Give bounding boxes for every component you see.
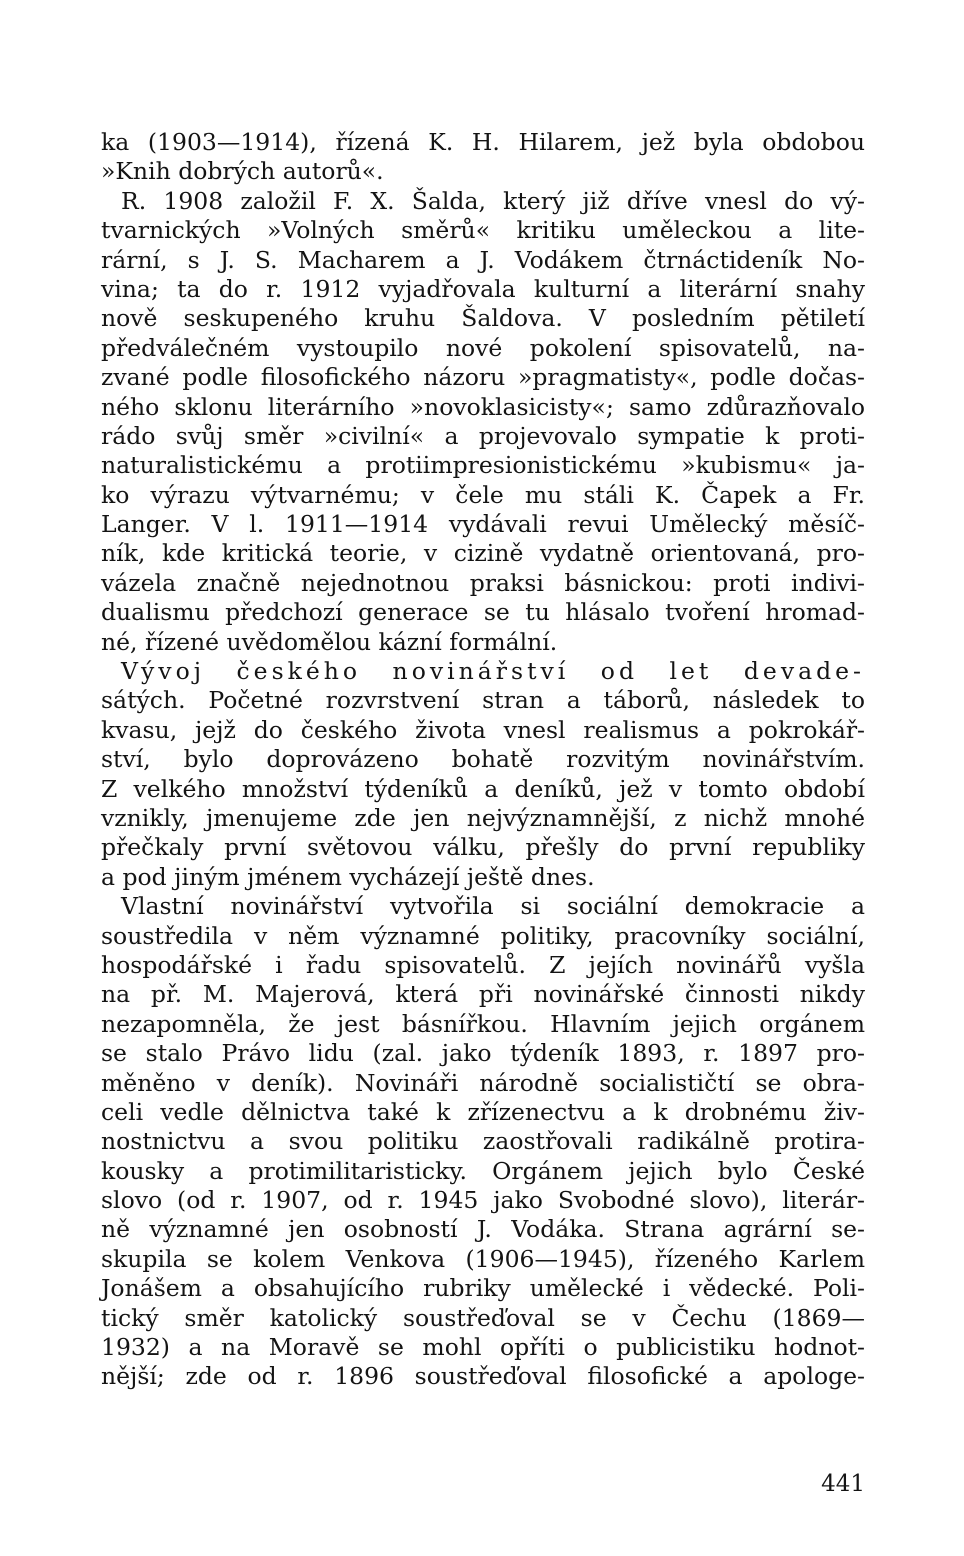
text-line: R. 1908 založil F. X. Šalda, který již dříve vnesl do vý- <box>121 186 865 215</box>
text-line: tvarnických »Volných směrů« kritiku uměleckou a lite- <box>101 216 865 245</box>
text-line: Vlastní novinářství vytvořila si sociální demokracie a <box>121 892 865 921</box>
body-text <box>101 128 865 1392</box>
text-line: ka (1903—1914), řízená K. H. Hilarem, jež byla obdobou <box>101 128 865 156</box>
text-line: se stalo Právo lidu (zal. jako týdeník 1893, r. 1897 pro- <box>101 1039 865 1068</box>
text-line: vznikly, jmenujeme zde jen nejvýznamnější, z nichž mnohé <box>101 803 865 832</box>
text-line: a pod jiným jménem vycházejí ještě dnes. <box>101 862 595 891</box>
text-line: ko výrazu výtvarnému; v čele mu stáli K. Čapek a Fr. <box>101 480 865 509</box>
text-line: ství, bylo doprovázeno bohatě rozvitým novinářstvím. <box>101 745 865 774</box>
text-line: »Knih dobrých autorů«. <box>101 157 384 186</box>
text-line: Langer. V l. 1911—1914 vydávali revui Umělecký měsíč- <box>101 510 865 539</box>
section-heading-line: Vývoj českého novinářství od let devade- <box>121 657 865 686</box>
text-line: tický směr katolický soustřeďoval se v Čechu (1869— <box>101 1303 865 1332</box>
text-line: rární, s J. S. Macharem a J. Vodákem čtrnáctideník No- <box>101 245 865 274</box>
text-line: né, řízené uvědomělou kázní formální. <box>101 627 558 656</box>
text-line: hospodářské i řadu spisovatelů. Z jejích novinářů vyšla <box>101 950 865 979</box>
text-line: kousky a protimilitaristicky. Orgánem jejich bylo České <box>101 1156 865 1185</box>
text-line: nostnictvu a svou politiku zaostřovali radikálně protira- <box>101 1127 865 1156</box>
text-line: slovo (od r. 1907, od r. 1945 jako Svobodné slovo), literár- <box>101 1186 865 1215</box>
text-line: rádo svůj směr »civilní« a projevovalo sympatie k proti- <box>101 421 865 450</box>
text-line: soustředila v něm významné politiky, pracovníky sociální, <box>101 921 865 950</box>
text-line: Z velkého množství týdeníků a deníků, jež v tomto období <box>101 774 865 803</box>
text-line: přečkaly první světovou válku, přešly do první republiky <box>101 833 865 862</box>
text-line: předválečném vystoupilo nové pokolení spisovatelů, na- <box>101 333 865 362</box>
text-line: nější; zde od r. 1896 soustřeďoval filosofické a apologe- <box>101 1362 865 1391</box>
text-line: na př. M. Majerová, která při novinářské činnosti nikdy <box>101 980 865 1009</box>
text-line: celi vedle dělnictva také k zřízenectvu a k drobnému živ- <box>101 1097 865 1126</box>
text-line: ně významné jen osobností J. Vodáka. Strana agrární se- <box>101 1215 865 1244</box>
text-line: sátých. Početné rozvrstvení stran a táborů, následek to <box>101 686 865 715</box>
text-line: 1932) a na Moravě se mohl opříti o publicistiku hodnot- <box>101 1333 865 1362</box>
text-line: skupila se kolem Venkova (1906—1945), řízeného Karlem <box>101 1244 865 1273</box>
text-line: vina; ta do r. 1912 vyjadřovala kulturní a literární snahy <box>101 274 865 303</box>
text-line: dualismu předchozí generace se tu hlásalo tvoření hromad- <box>101 598 865 627</box>
text-line: ného sklonu literárního »novoklasicisty«; samo zdůrazňovalo <box>101 392 865 421</box>
text-line: kvasu, jejž do českého života vnesl realismus a pokrokář- <box>101 715 865 744</box>
page-number: 441 <box>821 1471 865 1497</box>
text-line: Jonášem a obsahujícího rubriky umělecké i vědecké. Poli- <box>101 1274 865 1303</box>
text-line: naturalistickému a protiimpresionistickému »kubismu« ja- <box>101 451 865 480</box>
text-line: zvané podle filosofického názoru »pragmatisty«, podle dočas- <box>101 363 865 392</box>
text-line: nezapomněla, že jest básnířkou. Hlavním jejich orgánem <box>101 1009 865 1038</box>
text-line: nově seskupeného kruhu Šaldova. V posledním pětiletí <box>101 304 865 333</box>
text-line: vázela značně nejednotnou praksi básnickou: proti indivi- <box>101 568 865 597</box>
text-line: ník, kde kritická teorie, v cizině vydatně orientovaná, pro- <box>101 539 865 568</box>
text-line: měněno v deník). Novináři národně socialističtí se obra- <box>101 1068 865 1097</box>
